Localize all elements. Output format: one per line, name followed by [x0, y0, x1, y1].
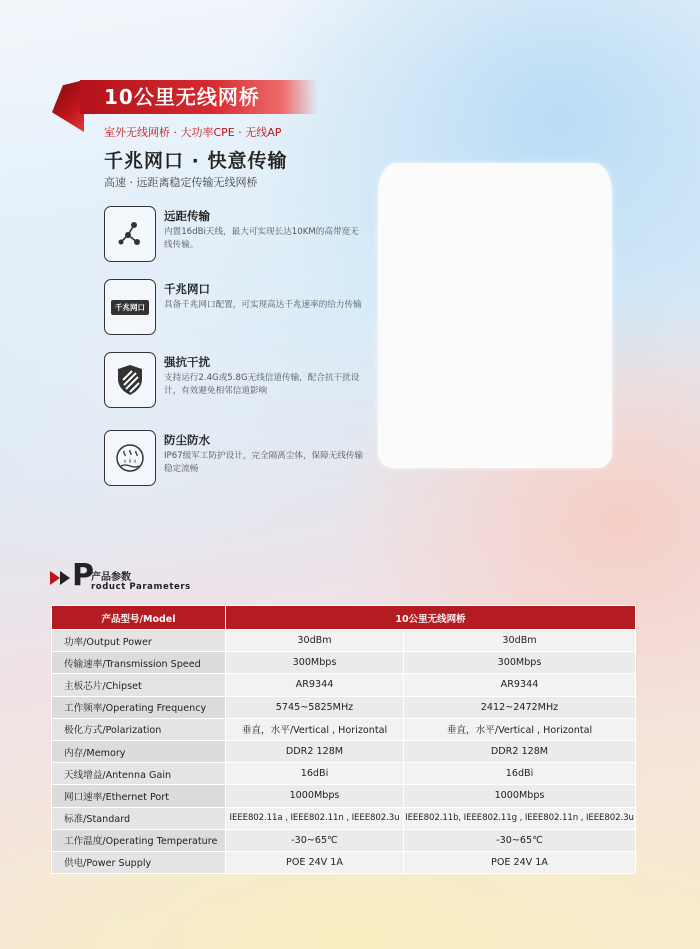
table-row [52, 718, 636, 740]
table-row [52, 829, 636, 851]
param-value: 垂直，水平/Vertical , Horizontal [404, 718, 636, 740]
param-value: DDR2 128M [226, 740, 404, 762]
table-header-product: 10公里无线网桥 [226, 606, 636, 630]
feature-long-distance [104, 206, 364, 264]
banner-title: 10公里无线网桥 [80, 80, 318, 114]
table-row [52, 740, 636, 762]
param-label: 标准/Standard [52, 807, 226, 829]
param-value: POE 24V 1A [226, 851, 404, 873]
params-heading-en: roduct Parameters [91, 582, 191, 592]
feature-title: 千兆网口 [164, 282, 210, 296]
param-label: 主板芯片/Chipset [52, 674, 226, 696]
table-row [52, 851, 636, 873]
param-label: 工作温度/Operating Temperature [52, 829, 226, 851]
param-value: AR9344 [226, 674, 404, 696]
param-label: 极化方式/Polarization [52, 718, 226, 740]
param-value: 垂直，水平/Vertical , Horizontal [226, 718, 404, 740]
param-value: 30dBm [404, 630, 636, 652]
feature-title: 远距传输 [164, 209, 210, 223]
product-image [378, 163, 612, 468]
params-heading-letter: P [72, 558, 94, 593]
param-label: 内存/Memory [52, 740, 226, 762]
feature-desc: 具备千兆网口配置，可实现高达千兆速率的给力传输 [164, 300, 362, 310]
param-value: DDR2 128M [404, 740, 636, 762]
param-value: 5745~5825MHz [226, 696, 404, 718]
param-value: POE 24V 1A [404, 851, 636, 873]
table-row [52, 807, 636, 829]
param-value: -30~65℃ [404, 829, 636, 851]
param-value: IEEE802.11a , IEEE802.11n , IEEE802.3u [226, 807, 404, 829]
param-value: -30~65℃ [226, 829, 404, 851]
product-parameters-table [51, 605, 636, 874]
table-row [52, 674, 636, 696]
gigabit-port-icon-label: 千兆网口 [111, 300, 149, 315]
network-nodes-icon [104, 206, 156, 262]
feature-desc: 支持运行2.4G或5.8G无线信道传输，配合抗干扰设计，有效避免相邻信道影响 [164, 373, 360, 396]
param-value: 1000Mbps [404, 785, 636, 807]
table-row [52, 785, 636, 807]
feature-gigabit-port [104, 279, 364, 337]
table-header-row [52, 606, 636, 630]
feature-dust-water-proof [104, 430, 364, 488]
param-value: 300Mbps [404, 652, 636, 674]
feature-title: 强抗干扰 [164, 355, 210, 369]
gigabit-port-icon [104, 279, 156, 335]
feature-anti-interference [104, 352, 364, 410]
param-value: 16dBi [404, 763, 636, 785]
param-label: 功率/Output Power [52, 630, 226, 652]
param-label: 工作频率/Operating Frequency [52, 696, 226, 718]
param-label: 传输速率/Transmission Speed [52, 652, 226, 674]
param-value: 2412~2472MHz [404, 696, 636, 718]
param-label: 供电/Power Supply [52, 851, 226, 873]
table-row [52, 652, 636, 674]
feature-desc: 内置16dBi天线，最大可实现长达10KM的高带宽无线传输。 [164, 227, 359, 250]
param-value: 1000Mbps [226, 785, 404, 807]
param-label: 天线增益/Antenna Gain [52, 763, 226, 785]
param-value: IEEE802.11b, IEEE802.11g , IEEE802.11n , IEEE802.3u [404, 807, 636, 829]
param-value: 30dBm [226, 630, 404, 652]
table-row [52, 763, 636, 785]
table-row [52, 696, 636, 718]
param-value: 300Mbps [226, 652, 404, 674]
param-value: 16dBi [226, 763, 404, 785]
params-heading-cn: 产品参数 [91, 572, 131, 583]
table-header-model: 产品型号/Model [52, 606, 226, 630]
feature-desc: IP67级军工防护设计，完全隔离尘体，保障无线传输稳定流畅 [164, 451, 364, 474]
headline: 千兆网口 · 快意传输 [104, 150, 288, 172]
shield-icon [104, 352, 156, 408]
double-arrow-icon [50, 571, 74, 585]
tagline: 高速 · 远距离稳定传输无线网桥 [104, 176, 258, 189]
param-label: 网口速率/Ethernet Port [52, 785, 226, 807]
param-value: AR9344 [404, 674, 636, 696]
dust-water-proof-icon [104, 430, 156, 486]
product-subtitle: 室外无线网桥 · 大功率CPE · 无线AP [104, 126, 282, 139]
table-row [52, 630, 636, 652]
feature-title: 防尘防水 [164, 433, 210, 447]
